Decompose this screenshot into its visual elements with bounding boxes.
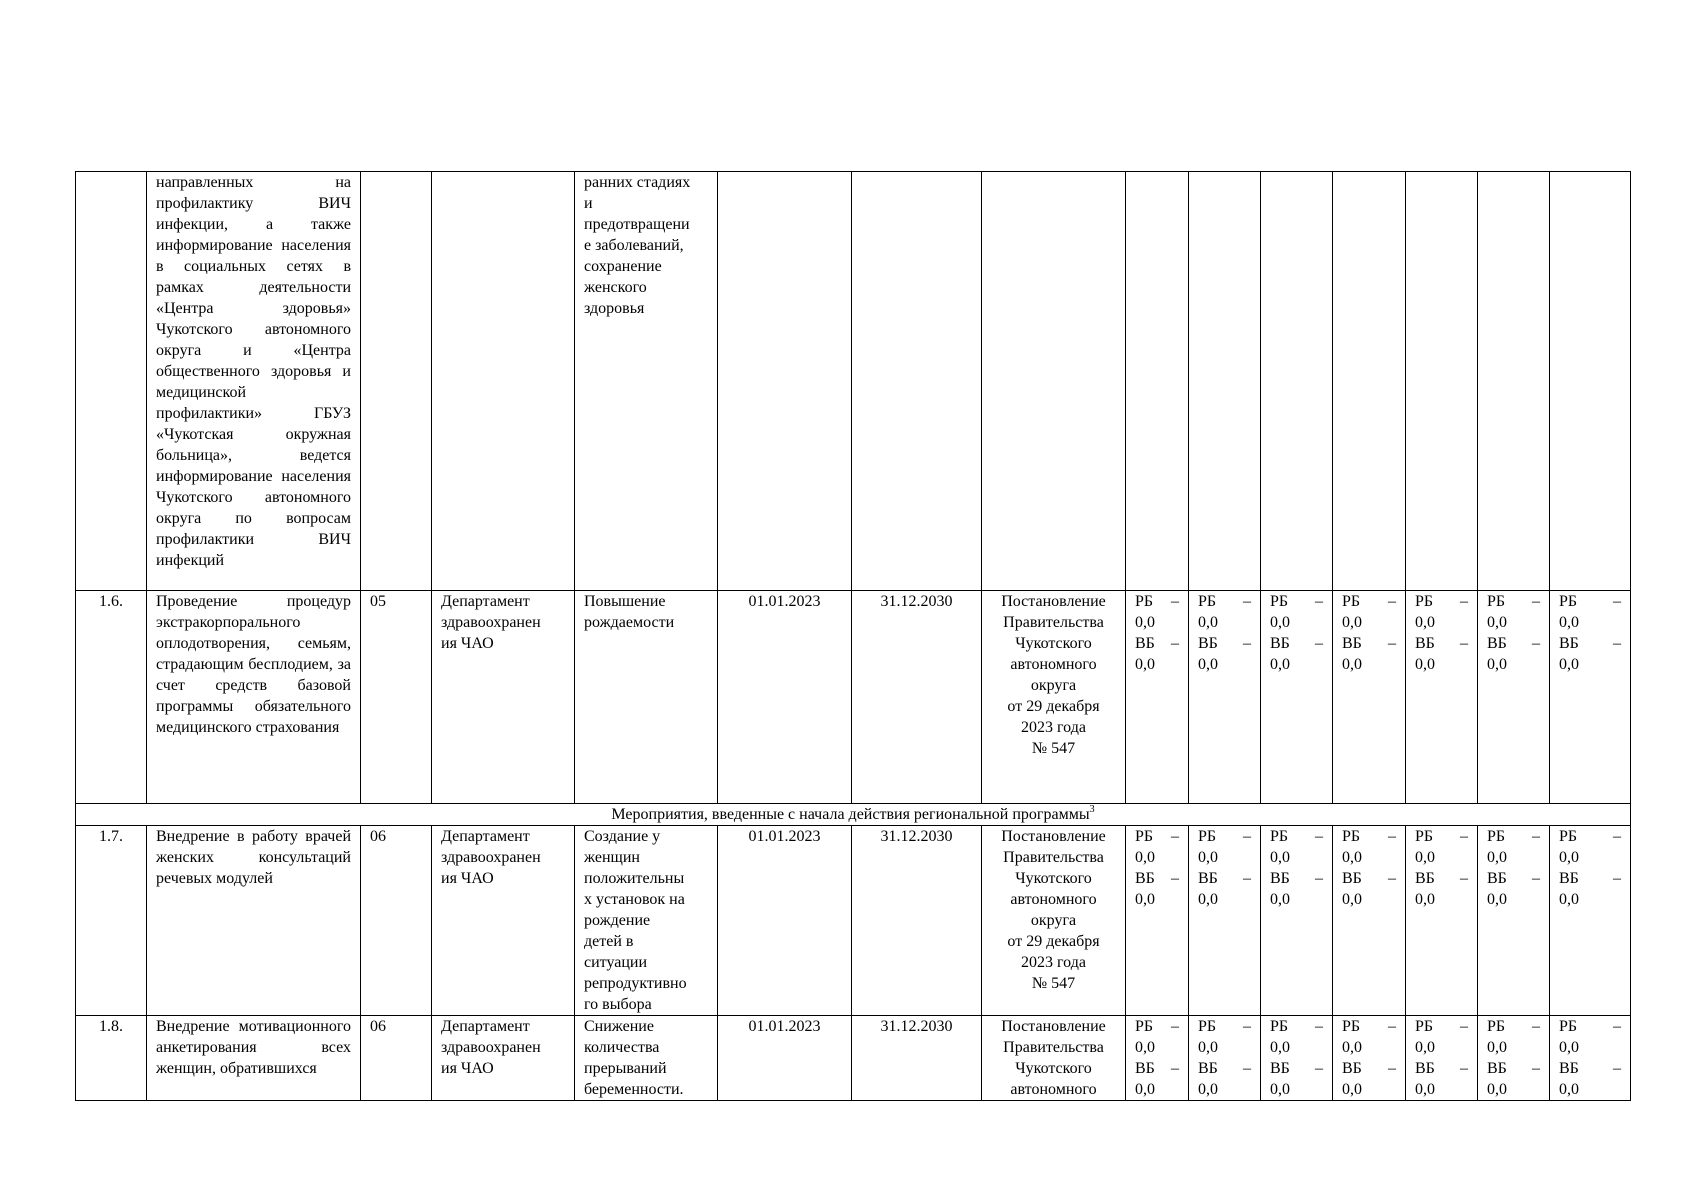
vb-value: 0,0 xyxy=(1342,656,1362,673)
cell-funding xyxy=(1550,826,1631,1016)
vb-label: ВБ xyxy=(1559,635,1579,652)
cell-start-date: 01.01.2023 xyxy=(718,826,852,1016)
vb-value: 0,0 xyxy=(1135,891,1155,908)
rb-line xyxy=(1135,1016,1179,1037)
vb-line xyxy=(1487,868,1540,889)
rb-dash: – xyxy=(1171,828,1179,845)
cell-code: 05 xyxy=(361,591,432,804)
vb-value: 0,0 xyxy=(1135,1081,1155,1098)
table-row xyxy=(76,1016,1631,1101)
vb-dash: – xyxy=(1243,1060,1251,1077)
table-row xyxy=(76,591,1631,804)
rb-dash: – xyxy=(1315,1018,1323,1035)
cell-name: Проведение процедур экстракорпорального оплодотворения, семьям, страдающим бесплодием, за счет средств базовой программы обязательного медицинского страхования xyxy=(147,591,361,804)
vb-value: 0,0 xyxy=(1135,656,1155,673)
rb-value: 0,0 xyxy=(1135,849,1155,866)
vb-value: 0,0 xyxy=(1198,656,1218,673)
rb-dash: – xyxy=(1532,1018,1540,1035)
cell-start xyxy=(718,172,852,591)
cell-funding xyxy=(1406,172,1478,591)
cell-num: 1.7. xyxy=(76,826,147,1016)
vb-value: 0,0 xyxy=(1559,891,1579,908)
measures-table xyxy=(75,171,1631,1101)
cell-executor: Департамент здравоохранен ия ЧАО xyxy=(432,826,575,1016)
cell-result: Создание у женщин положительны х установок на рождение детей в ситуации репродуктивно го выбора xyxy=(575,826,718,1016)
cell-funding xyxy=(1189,826,1261,1016)
vb-line xyxy=(1270,868,1323,889)
cell-funding xyxy=(1550,1016,1631,1101)
vb-line xyxy=(1559,1058,1621,1079)
rb-value: 0,0 xyxy=(1487,614,1507,631)
section-heading-text: Мероприятия, введенные с начала действия региональной программы xyxy=(611,806,1090,823)
cell-code: 06 xyxy=(361,1016,432,1101)
table-row xyxy=(76,826,1631,1016)
cell-funding xyxy=(1261,172,1333,591)
vb-dash: – xyxy=(1171,1060,1179,1077)
vb-label: ВБ xyxy=(1342,870,1362,887)
vb-value: 0,0 xyxy=(1270,1081,1290,1098)
rb-label: РБ xyxy=(1415,1018,1434,1035)
rb-label: РБ xyxy=(1487,828,1506,845)
rb-dash: – xyxy=(1460,593,1468,610)
rb-line xyxy=(1135,591,1179,612)
cell-funding xyxy=(1333,172,1406,591)
cell-funding xyxy=(1126,172,1189,591)
table-body xyxy=(76,172,1631,1101)
cell-start-date: 01.01.2023 xyxy=(718,591,852,804)
cell-funding xyxy=(1550,591,1631,804)
rb-value: 0,0 xyxy=(1559,1039,1579,1056)
vb-line xyxy=(1559,633,1621,654)
vb-label: ВБ xyxy=(1135,870,1155,887)
vb-value: 0,0 xyxy=(1559,1081,1579,1098)
cell-funding xyxy=(1333,1016,1406,1101)
vb-value: 0,0 xyxy=(1342,891,1362,908)
vb-label: ВБ xyxy=(1487,870,1507,887)
rb-line xyxy=(1487,826,1540,847)
cell-funding xyxy=(1126,826,1189,1016)
rb-dash: – xyxy=(1613,828,1621,845)
rb-value: 0,0 xyxy=(1198,1039,1218,1056)
vb-value: 0,0 xyxy=(1487,1081,1507,1098)
vb-value: 0,0 xyxy=(1342,1081,1362,1098)
vb-dash: – xyxy=(1388,1060,1396,1077)
vb-line xyxy=(1487,633,1540,654)
rb-label: РБ xyxy=(1559,828,1578,845)
vb-dash: – xyxy=(1315,1060,1323,1077)
rb-line xyxy=(1415,1016,1468,1037)
vb-dash: – xyxy=(1532,635,1540,652)
vb-line xyxy=(1135,1058,1179,1079)
cell-funding xyxy=(1261,1016,1333,1101)
cell-funding xyxy=(1333,591,1406,804)
rb-label: РБ xyxy=(1198,828,1217,845)
vb-label: ВБ xyxy=(1415,635,1435,652)
cell-end-date: 31.12.2030 xyxy=(852,826,982,1016)
vb-label: ВБ xyxy=(1487,1060,1507,1077)
rb-label: РБ xyxy=(1198,593,1217,610)
rb-dash: – xyxy=(1613,593,1621,610)
section-heading xyxy=(76,804,1631,826)
rb-dash: – xyxy=(1388,828,1396,845)
rb-value: 0,0 xyxy=(1198,849,1218,866)
section-heading-row xyxy=(76,804,1631,826)
vb-line xyxy=(1342,1058,1396,1079)
rb-dash: – xyxy=(1315,828,1323,845)
rb-value: 0,0 xyxy=(1559,849,1579,866)
rb-value: 0,0 xyxy=(1342,1039,1362,1056)
rb-dash: – xyxy=(1243,828,1251,845)
vb-line xyxy=(1415,868,1468,889)
vb-dash: – xyxy=(1315,870,1323,887)
vb-label: ВБ xyxy=(1342,635,1362,652)
vb-dash: – xyxy=(1460,635,1468,652)
vb-dash: – xyxy=(1388,870,1396,887)
rb-line xyxy=(1270,1016,1323,1037)
vb-line xyxy=(1415,1058,1468,1079)
vb-dash: – xyxy=(1243,870,1251,887)
rb-label: РБ xyxy=(1270,593,1289,610)
cell-funding xyxy=(1261,591,1333,804)
rb-line xyxy=(1198,1016,1251,1037)
vb-dash: – xyxy=(1613,1060,1621,1077)
rb-label: РБ xyxy=(1342,828,1361,845)
vb-dash: – xyxy=(1243,635,1251,652)
rb-line xyxy=(1270,591,1323,612)
vb-value: 0,0 xyxy=(1415,891,1435,908)
cell-document: Постановление Правительства Чукотского автономного округа от 29 декабря 2023 года № 547 xyxy=(982,591,1126,804)
cell-start-date: 01.01.2023 xyxy=(718,1016,852,1101)
vb-dash: – xyxy=(1460,870,1468,887)
rb-line xyxy=(1559,591,1621,612)
rb-dash: – xyxy=(1243,1018,1251,1035)
rb-line xyxy=(1415,591,1468,612)
rb-value: 0,0 xyxy=(1342,849,1362,866)
vb-line xyxy=(1487,1058,1540,1079)
rb-label: РБ xyxy=(1342,1018,1361,1035)
vb-line xyxy=(1559,868,1621,889)
rb-line xyxy=(1559,826,1621,847)
cell-executor xyxy=(432,172,575,591)
vb-dash: – xyxy=(1532,1060,1540,1077)
cell-funding xyxy=(1478,1016,1550,1101)
vb-value: 0,0 xyxy=(1415,1081,1435,1098)
rb-dash: – xyxy=(1532,828,1540,845)
rb-label: РБ xyxy=(1559,1018,1578,1035)
cell-funding xyxy=(1261,826,1333,1016)
cell-funding xyxy=(1126,1016,1189,1101)
vb-value: 0,0 xyxy=(1415,656,1435,673)
cell-funding xyxy=(1333,826,1406,1016)
vb-line xyxy=(1270,1058,1323,1079)
cell-result: Снижение количества прерываний беременности. xyxy=(575,1016,718,1101)
cell-num: 1.6. xyxy=(76,591,147,804)
rb-value: 0,0 xyxy=(1270,849,1290,866)
vb-line xyxy=(1198,1058,1251,1079)
rb-dash: – xyxy=(1243,593,1251,610)
vb-dash: – xyxy=(1171,870,1179,887)
rb-label: РБ xyxy=(1342,593,1361,610)
vb-value: 0,0 xyxy=(1270,656,1290,673)
vb-label: ВБ xyxy=(1198,870,1218,887)
vb-line xyxy=(1135,868,1179,889)
rb-value: 0,0 xyxy=(1487,849,1507,866)
cell-name: Внедрение в работу врачей женских консультаций речевых модулей xyxy=(147,826,361,1016)
vb-label: ВБ xyxy=(1342,1060,1362,1077)
vb-dash: – xyxy=(1171,635,1179,652)
rb-line xyxy=(1135,826,1179,847)
footnote-marker: 3 xyxy=(1089,804,1095,815)
rb-dash: – xyxy=(1171,1018,1179,1035)
cell-funding xyxy=(1406,1016,1478,1101)
vb-label: ВБ xyxy=(1198,1060,1218,1077)
rb-label: РБ xyxy=(1198,1018,1217,1035)
vb-line xyxy=(1198,633,1251,654)
rb-label: РБ xyxy=(1415,828,1434,845)
cell-executor: Департамент здравоохранен ия ЧАО xyxy=(432,591,575,804)
rb-line xyxy=(1487,1016,1540,1037)
rb-label: РБ xyxy=(1270,1018,1289,1035)
cell-num: 1.8. xyxy=(76,1016,147,1101)
vb-label: ВБ xyxy=(1270,1060,1290,1077)
cell-end-date: 31.12.2030 xyxy=(852,591,982,804)
cell-funding xyxy=(1406,826,1478,1016)
cell-funding xyxy=(1189,1016,1261,1101)
vb-label: ВБ xyxy=(1198,635,1218,652)
vb-line xyxy=(1198,868,1251,889)
vb-value: 0,0 xyxy=(1198,891,1218,908)
rb-value: 0,0 xyxy=(1487,1039,1507,1056)
rb-label: РБ xyxy=(1270,828,1289,845)
rb-value: 0,0 xyxy=(1415,849,1435,866)
rb-line xyxy=(1342,591,1396,612)
rb-dash: – xyxy=(1460,828,1468,845)
vb-dash: – xyxy=(1613,870,1621,887)
rb-value: 0,0 xyxy=(1415,1039,1435,1056)
rb-line xyxy=(1559,1016,1621,1037)
cell-executor: Департамент здравоохранен ия ЧАО xyxy=(432,1016,575,1101)
cell-funding xyxy=(1189,172,1261,591)
rb-label: РБ xyxy=(1559,593,1578,610)
rb-value: 0,0 xyxy=(1342,614,1362,631)
rb-value: 0,0 xyxy=(1135,1039,1155,1056)
vb-label: ВБ xyxy=(1559,1060,1579,1077)
vb-label: ВБ xyxy=(1415,870,1435,887)
cell-funding xyxy=(1406,591,1478,804)
vb-value: 0,0 xyxy=(1559,656,1579,673)
vb-label: ВБ xyxy=(1559,870,1579,887)
cell-funding xyxy=(1478,172,1550,591)
vb-label: ВБ xyxy=(1415,1060,1435,1077)
cell-result: ранних стадиях и предотвращени е заболеваний, сохранение женского здоровья xyxy=(575,172,718,591)
vb-line xyxy=(1135,633,1179,654)
rb-value: 0,0 xyxy=(1135,614,1155,631)
vb-label: ВБ xyxy=(1270,870,1290,887)
rb-dash: – xyxy=(1315,593,1323,610)
rb-value: 0,0 xyxy=(1270,614,1290,631)
vb-value: 0,0 xyxy=(1487,891,1507,908)
rb-label: РБ xyxy=(1487,1018,1506,1035)
rb-label: РБ xyxy=(1135,1018,1154,1035)
rb-value: 0,0 xyxy=(1559,614,1579,631)
rb-dash: – xyxy=(1388,593,1396,610)
rb-line xyxy=(1415,826,1468,847)
rb-line xyxy=(1342,826,1396,847)
rb-dash: – xyxy=(1460,1018,1468,1035)
cell-end-date: 31.12.2030 xyxy=(852,1016,982,1101)
vb-line xyxy=(1270,633,1323,654)
rb-label: РБ xyxy=(1487,593,1506,610)
vb-line xyxy=(1415,633,1468,654)
rb-dash: – xyxy=(1171,593,1179,610)
vb-line xyxy=(1342,633,1396,654)
vb-dash: – xyxy=(1613,635,1621,652)
cell-document: Постановление Правительства Чукотского автономного округа от 29 декабря 2023 года № 547 xyxy=(982,826,1126,1016)
cell-doc xyxy=(982,172,1126,591)
rb-label: РБ xyxy=(1135,593,1154,610)
cell-name: Внедрение мотивационного анкетирования всех женщин, обратившихся xyxy=(147,1016,361,1101)
rb-line xyxy=(1198,826,1251,847)
continuation-row xyxy=(76,172,1631,591)
cell-end xyxy=(852,172,982,591)
cell-funding xyxy=(1550,172,1631,591)
vb-value: 0,0 xyxy=(1487,656,1507,673)
cell-funding xyxy=(1126,591,1189,804)
rb-line xyxy=(1270,826,1323,847)
rb-line xyxy=(1342,1016,1396,1037)
rb-dash: – xyxy=(1388,1018,1396,1035)
cell-document: Постановление Правительства Чукотского автономного xyxy=(982,1016,1126,1101)
cell-name: направленных на профилактику ВИЧ инфекции, а также информирование населения в социальных сетях в рамках деятельности «Центра здоровья» Чукотского автономного округа и «Центра общественного здоровья и медицинской профилактики» ГБУЗ «Чукотская окружная больница», ведется информирование населения Чукотского автономного округа по вопросам профилактики ВИЧ инфекций xyxy=(147,172,361,591)
rb-value: 0,0 xyxy=(1415,614,1435,631)
cell-code xyxy=(361,172,432,591)
rb-line xyxy=(1487,591,1540,612)
cell-result: Повышение рождаемости xyxy=(575,591,718,804)
cell-funding xyxy=(1478,591,1550,804)
rb-value: 0,0 xyxy=(1198,614,1218,631)
vb-value: 0,0 xyxy=(1270,891,1290,908)
vb-label: ВБ xyxy=(1135,1060,1155,1077)
cell-funding xyxy=(1478,826,1550,1016)
vb-line xyxy=(1342,868,1396,889)
vb-dash: – xyxy=(1460,1060,1468,1077)
rb-value: 0,0 xyxy=(1270,1039,1290,1056)
rb-dash: – xyxy=(1532,593,1540,610)
vb-dash: – xyxy=(1388,635,1396,652)
rb-label: РБ xyxy=(1135,828,1154,845)
vb-dash: – xyxy=(1315,635,1323,652)
vb-label: ВБ xyxy=(1487,635,1507,652)
rb-dash: – xyxy=(1613,1018,1621,1035)
cell-code: 06 xyxy=(361,826,432,1016)
cell-num xyxy=(76,172,147,591)
vb-dash: – xyxy=(1532,870,1540,887)
cell-funding xyxy=(1189,591,1261,804)
vb-value: 0,0 xyxy=(1198,1081,1218,1098)
vb-label: ВБ xyxy=(1270,635,1290,652)
rb-line xyxy=(1198,591,1251,612)
vb-label: ВБ xyxy=(1135,635,1155,652)
rb-label: РБ xyxy=(1415,593,1434,610)
